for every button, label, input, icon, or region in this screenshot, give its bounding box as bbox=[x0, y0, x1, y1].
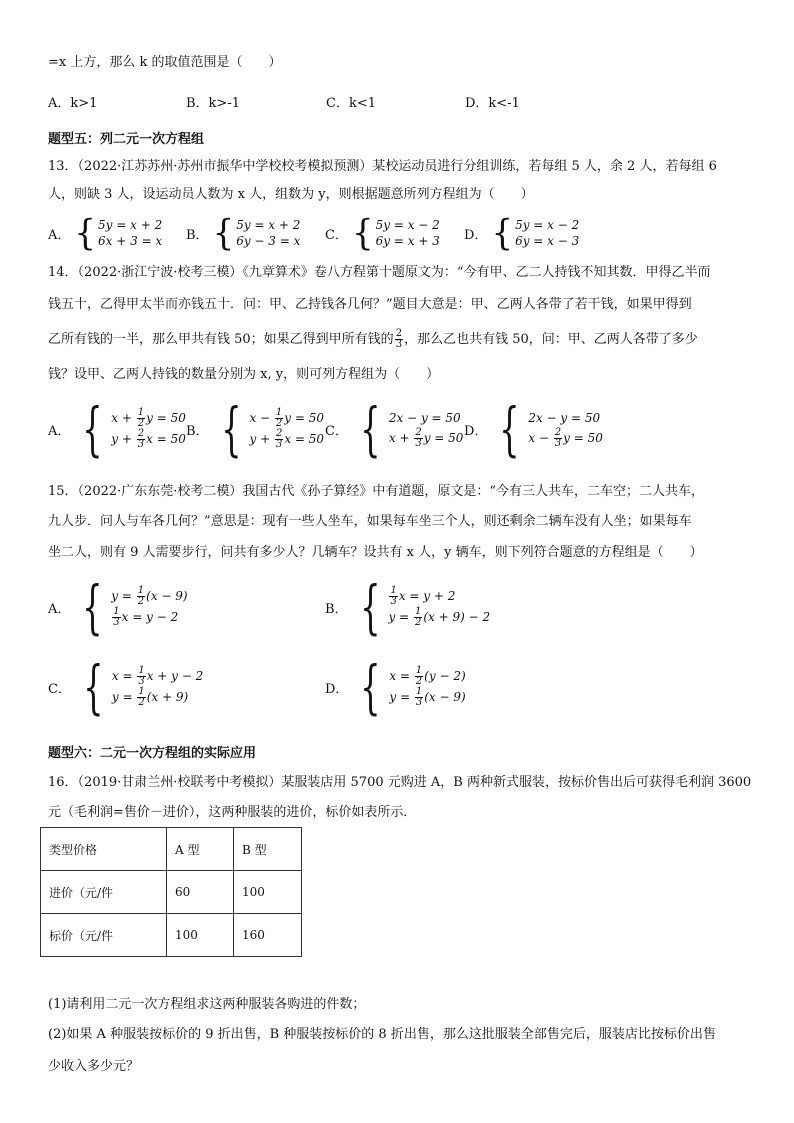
eq-part: x = bbox=[389, 669, 414, 683]
fraction bbox=[554, 428, 562, 449]
eq-part: y = bbox=[111, 690, 137, 704]
equation bbox=[389, 687, 465, 708]
denominator: 2 bbox=[275, 418, 283, 429]
question-14-option-c[interactable] bbox=[325, 395, 464, 463]
denominator: 2 bbox=[137, 418, 145, 429]
option-c[interactable]: C．k<1 bbox=[326, 96, 376, 111]
table-cell: 100 bbox=[167, 914, 234, 957]
equation bbox=[389, 428, 464, 449]
eq-part: x − bbox=[528, 431, 553, 445]
equation: 5y = x − 2 bbox=[515, 218, 580, 232]
option-label: C． bbox=[48, 681, 71, 697]
table-cell: 60 bbox=[167, 871, 234, 914]
eq-part: (x − 9) bbox=[424, 690, 466, 704]
equation: 6y − 3 = x bbox=[236, 234, 301, 248]
question-13-line-1: 13．（2022·江苏苏州·苏州市振华中学校校考模拟预测）某校运动员进行分组训练，若每组 5 人，余 2 人，若每组 6 bbox=[48, 159, 717, 174]
question-14-line-4: 钱？设甲、乙两人持钱的数量分别为 x, y，则可列方程组为（ ） bbox=[48, 367, 440, 382]
equation bbox=[249, 408, 324, 429]
fraction bbox=[389, 586, 397, 607]
question-15-option-b[interactable] bbox=[325, 573, 491, 641]
numerator: 2 bbox=[395, 328, 403, 339]
denominator: 3 bbox=[554, 438, 562, 449]
eq-part: 2x − y = 50 bbox=[388, 411, 461, 425]
question-16-line-2: 元（毛利润=售价－进价），这两种服装的进价，标价如表所示． bbox=[48, 805, 417, 820]
table-row bbox=[41, 871, 302, 914]
eq-part: x = y − 2 bbox=[121, 610, 179, 624]
question-13-line-2: 人，则缺 3 人，设运动员人数为 x 人，组数为 y，则根据题意所列方程组为（ ） bbox=[48, 187, 534, 202]
brace-icon: { bbox=[220, 395, 242, 463]
numerator: 1 bbox=[275, 407, 283, 418]
option-label: B． bbox=[186, 423, 209, 439]
eq-part: y = bbox=[389, 690, 414, 704]
brace-icon: { bbox=[74, 212, 97, 254]
numerator: 1 bbox=[138, 686, 145, 697]
fraction bbox=[112, 607, 120, 628]
equation bbox=[528, 409, 603, 428]
option-label: D． bbox=[464, 423, 488, 439]
equation: 5y = x − 2 bbox=[375, 218, 440, 232]
question-15-option-d[interactable] bbox=[325, 653, 466, 721]
eq-part: 2x − y = 50 bbox=[528, 411, 601, 425]
question-12-tail: =x 上方，那么 k 的取值范围是（ ） bbox=[48, 55, 282, 70]
numerator: 1 bbox=[415, 686, 423, 697]
table-row bbox=[41, 914, 302, 957]
eq-part: x = 50 bbox=[146, 432, 186, 446]
question-13-option-d[interactable] bbox=[464, 212, 580, 254]
brace-icon: { bbox=[359, 573, 381, 641]
table-header-cell: A 型 bbox=[167, 828, 234, 871]
table-header-row bbox=[41, 828, 302, 871]
equation bbox=[388, 586, 490, 607]
table-cell: 标价（元/件 bbox=[41, 914, 167, 957]
eq-part: y + bbox=[111, 432, 136, 446]
question-15-line-2: 九人步．问人与车各几何？”意思是：现有一些人坐车，如果每车坐三个人，则还剩余二辆车没有人坐；如果每车 bbox=[48, 514, 692, 529]
eq-part: (x + 9) − 2 bbox=[423, 610, 491, 624]
option-label: B． bbox=[186, 227, 209, 243]
eq-part: y = 50 bbox=[563, 431, 603, 445]
numerator: 1 bbox=[138, 665, 145, 676]
fraction bbox=[415, 687, 423, 708]
option-label: A． bbox=[48, 227, 71, 243]
option-label: B． bbox=[325, 601, 348, 617]
price-table bbox=[40, 827, 302, 957]
question-14-option-b[interactable] bbox=[186, 395, 325, 463]
section-5-title: 题型五：列二元一次方程组 bbox=[48, 132, 205, 147]
denominator: 3 bbox=[137, 439, 145, 450]
eq-part: y + bbox=[249, 432, 274, 446]
question-14-line-3 bbox=[48, 329, 698, 350]
numerator: 1 bbox=[137, 407, 145, 418]
table-cell: 100 bbox=[234, 871, 302, 914]
option-label: D． bbox=[464, 227, 488, 243]
equation bbox=[389, 666, 465, 687]
question-16-sub-1: (1)请利用二元一次方程组求这两种服装各购进的件数； bbox=[48, 997, 366, 1012]
numerator: 2 bbox=[275, 428, 283, 439]
eq-part: x = 50 bbox=[284, 432, 325, 446]
brace-icon: { bbox=[212, 212, 235, 254]
question-16-sub-2-line-2: 少收入多少元？ bbox=[48, 1059, 140, 1074]
denominator: 2 bbox=[137, 596, 145, 607]
denominator: 3 bbox=[395, 339, 403, 350]
fraction bbox=[414, 607, 422, 628]
eq-part: x + y − 2 bbox=[146, 669, 204, 683]
question-13-option-b[interactable] bbox=[186, 212, 301, 254]
eq-part: x + bbox=[111, 411, 136, 425]
fraction bbox=[395, 329, 403, 350]
numerator: 2 bbox=[415, 427, 422, 438]
equation bbox=[112, 666, 203, 687]
brace-icon: { bbox=[360, 653, 382, 721]
equation bbox=[111, 607, 187, 628]
equation: 5y = x + 2 bbox=[236, 218, 301, 232]
question-16-line-1: 16．（2019·甘肃兰州·校联考中考模拟）某服装店用 5700 元购进 A，B 两种新式服装，按标价售出后可获得毛利润 3600 bbox=[48, 775, 752, 790]
numerator: 2 bbox=[137, 428, 145, 439]
numerator: 1 bbox=[113, 606, 120, 617]
question-13-option-c[interactable] bbox=[325, 212, 440, 254]
option-label: A． bbox=[48, 601, 71, 617]
text: 乙所有钱的一半，那么甲共有钱 50；如果乙得到甲所有钱的 bbox=[48, 332, 394, 347]
denominator: 3 bbox=[390, 596, 397, 607]
eq-part: (x − 9) bbox=[146, 589, 188, 603]
table-header-cell: B 型 bbox=[234, 828, 302, 871]
table-cell: 160 bbox=[234, 914, 302, 957]
equation bbox=[389, 409, 464, 428]
numerator: 2 bbox=[554, 427, 562, 438]
eq-part: x − bbox=[249, 411, 274, 425]
equation bbox=[111, 586, 187, 607]
equation: 5y = x + 2 bbox=[98, 218, 163, 232]
option-a[interactable]: A．k>1 bbox=[48, 96, 98, 111]
eq-part: y = bbox=[111, 589, 136, 603]
question-13-option-a[interactable] bbox=[48, 212, 163, 254]
brace-icon: { bbox=[83, 653, 104, 721]
brace-icon: { bbox=[351, 212, 374, 254]
option-b[interactable]: B．k>-1 bbox=[186, 96, 240, 111]
brace-icon: { bbox=[82, 573, 103, 641]
eq-part: y = 50 bbox=[146, 411, 186, 425]
question-12-options bbox=[48, 92, 748, 112]
denominator: 2 bbox=[414, 617, 422, 628]
text: ，那么乙也共有钱 50，问：甲、乙两人各带了多少 bbox=[404, 332, 698, 347]
option-label: C． bbox=[325, 227, 348, 243]
brace-icon: { bbox=[82, 395, 103, 463]
brace-icon: { bbox=[360, 395, 381, 463]
table-header-cell: 类型价格 bbox=[41, 828, 167, 871]
fraction bbox=[275, 408, 283, 429]
fraction bbox=[275, 429, 283, 450]
question-15-line-3: 坐二人，则有 9 人需要步行，问共有多少人？几辆车？设共有 x 人，y 辆车，则下列符合题意的方程组是（ ） bbox=[48, 545, 703, 560]
question-14-option-a[interactable] bbox=[48, 395, 186, 463]
brace-icon: { bbox=[499, 395, 521, 463]
denominator: 3 bbox=[275, 439, 283, 450]
denominator: 3 bbox=[113, 617, 120, 628]
question-15-line-1: 15．（2022·广东东莞·校考二模）我国古代《孙子算经》中有道题，原文是：“今有三人共车，二车空；二人共车， bbox=[48, 484, 705, 499]
option-label: D． bbox=[325, 681, 349, 697]
equation: 6y = x − 3 bbox=[515, 234, 580, 248]
question-14-line-2: 钱五十，乙得甲太半而亦钱五十．问：甲、乙持钱各几何？”题目大意是：甲、乙两人各带了若干钱，如果甲得到 bbox=[48, 297, 692, 312]
equation bbox=[388, 607, 490, 628]
question-14-line-1: 14．（2022·浙江宁波·校考三模）《九章算术》卷八方程第十题原文为：“今有甲、乙二人持钱不知其数．甲得乙半而 bbox=[48, 265, 711, 280]
brace-icon: { bbox=[491, 212, 514, 254]
eq-part: (x + 9) bbox=[146, 690, 189, 704]
fraction bbox=[137, 408, 145, 429]
option-d[interactable]: D．k<-1 bbox=[465, 96, 520, 111]
fraction bbox=[137, 586, 145, 607]
question-16-sub-2-line-1: (2)如果 A 种服装按标价的 9 折出售，B 种服装按标价的 8 折出售，那么这批服装全部售完后，服装店比按标价出售 bbox=[48, 1027, 716, 1042]
equation: 6y = x + 3 bbox=[375, 234, 440, 248]
numerator: 1 bbox=[390, 585, 397, 596]
eq-part: (y − 2) bbox=[424, 669, 466, 683]
equation bbox=[528, 428, 603, 449]
denominator: 2 bbox=[138, 697, 145, 708]
numerator: 1 bbox=[137, 585, 145, 596]
section-6-title: 题型六：二元一次方程组的实际应用 bbox=[48, 746, 257, 761]
eq-part: y = 50 bbox=[284, 411, 325, 425]
equation bbox=[111, 408, 186, 429]
denominator: 3 bbox=[138, 676, 145, 687]
option-label: A． bbox=[48, 423, 71, 439]
denominator: 2 bbox=[415, 676, 423, 687]
question-15-option-a[interactable] bbox=[48, 573, 188, 641]
equation bbox=[111, 429, 186, 450]
numerator: 1 bbox=[414, 606, 422, 617]
equation: 6x + 3 = x bbox=[98, 234, 163, 248]
numerator: 1 bbox=[415, 665, 423, 676]
denominator: 3 bbox=[415, 438, 422, 449]
eq-part: y = bbox=[388, 610, 413, 624]
option-label: C． bbox=[325, 423, 348, 439]
fraction bbox=[137, 666, 145, 687]
denominator: 3 bbox=[415, 697, 423, 708]
fraction bbox=[415, 666, 423, 687]
fraction bbox=[414, 428, 422, 449]
question-14-option-d[interactable] bbox=[464, 395, 603, 463]
fraction bbox=[137, 687, 145, 708]
eq-part: y = 50 bbox=[423, 431, 464, 445]
eq-part: x = y + 2 bbox=[398, 589, 456, 603]
fraction bbox=[137, 429, 145, 450]
table-cell: 进价（元/件 bbox=[41, 871, 167, 914]
eq-part: x + bbox=[388, 431, 414, 445]
eq-part: x = bbox=[111, 669, 137, 683]
question-15-option-c[interactable] bbox=[48, 653, 204, 721]
equation bbox=[249, 429, 324, 450]
equation bbox=[112, 687, 203, 708]
